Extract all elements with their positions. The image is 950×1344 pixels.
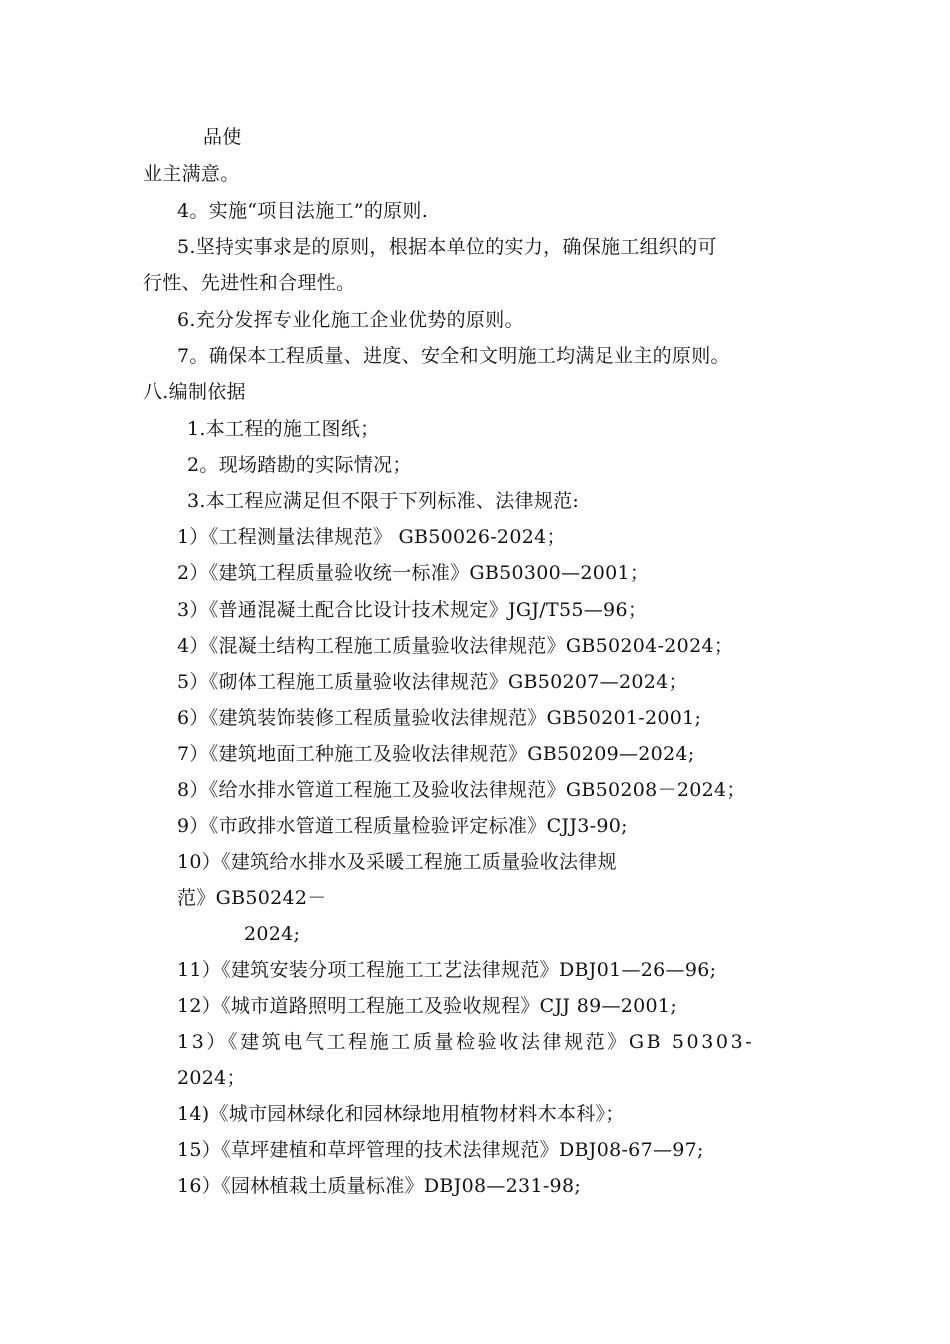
text-line: 2。现场踏勘的实际情况； xyxy=(187,454,412,476)
list-item-continuation: 2024; xyxy=(244,923,301,945)
text-line: 7。确保本工程质量、进度、安全和文明施工均满足业主的原则。 xyxy=(177,345,730,367)
list-item: 10）《建筑给水排水及采暖工程施工质量验收法律规 xyxy=(177,851,617,873)
list-item: 13）《建筑电气工程施工质量检验收法律规范》GB 50303- xyxy=(177,1031,755,1053)
list-item: 3）《普通混凝土配合比设计技术规定》JGJ/T55—96； xyxy=(177,599,648,621)
text-line: 4。实施“项目法施工”的原则. xyxy=(177,200,429,222)
text-line: 5.坚持实事求是的原则，根据本单位的实力，确保施工组织的可 xyxy=(177,236,717,258)
list-item: 12）《城市道路照明工程施工及验收规程》CJJ 89—2001; xyxy=(177,995,678,1017)
text-line: 行性、先进性和合理性。 xyxy=(143,272,356,294)
list-item: 6）《建筑装饰装修工程质量验收法律规范》GB50201-2001; xyxy=(177,707,702,729)
text-line: 1.本工程的施工图纸； xyxy=(187,418,380,440)
list-item: 1）《工程测量法律规范》 GB50026-2024； xyxy=(177,526,566,548)
list-item: 7）《建筑地面工种施工及验收法律规范》GB50209—2024; xyxy=(177,743,695,765)
text-line: 3.本工程应满足但不限于下列标准、法律规范: xyxy=(187,490,580,512)
text-line: 6.充分发挥专业化施工企业优势的原则。 xyxy=(177,309,524,331)
text-line: 品使 xyxy=(203,126,242,148)
text-line: 业主满意。 xyxy=(143,163,240,185)
list-item: 16）《园林植栽土质量标准》DBJ08—231-98; xyxy=(177,1175,582,1197)
list-item: 8）《给水排水管道工程施工及验收法律规范》GB50208－2024； xyxy=(177,779,746,801)
list-item: 15）《草坪建植和草坪管理的技术法律规范》DBJ08-67—97; xyxy=(177,1139,704,1161)
section-heading: 八.编制依据 xyxy=(143,381,246,403)
list-item-continuation: 2024； xyxy=(177,1067,246,1089)
list-item: 4）《混凝土结构工程施工质量验收法律规范》GB50204-2024； xyxy=(177,635,734,657)
list-item: 9）《市政排水管道工程质量检验评定标准》CJJ3-90; xyxy=(177,815,628,837)
list-item: 5）《砌体工程施工质量验收法律规范》GB50207—2024； xyxy=(177,671,688,693)
list-item: 11）《建筑安装分项工程施工工艺法律规范》DBJ01—26—96; xyxy=(177,959,717,981)
list-item: 2）《建筑工程质量验收统一标准》GB50300—2001； xyxy=(177,562,650,584)
list-item-continuation: 范》GB50242－ xyxy=(177,887,327,909)
list-item: 14)《城市园林绿化和园林绿地用植物材料木本科》； xyxy=(177,1103,625,1125)
